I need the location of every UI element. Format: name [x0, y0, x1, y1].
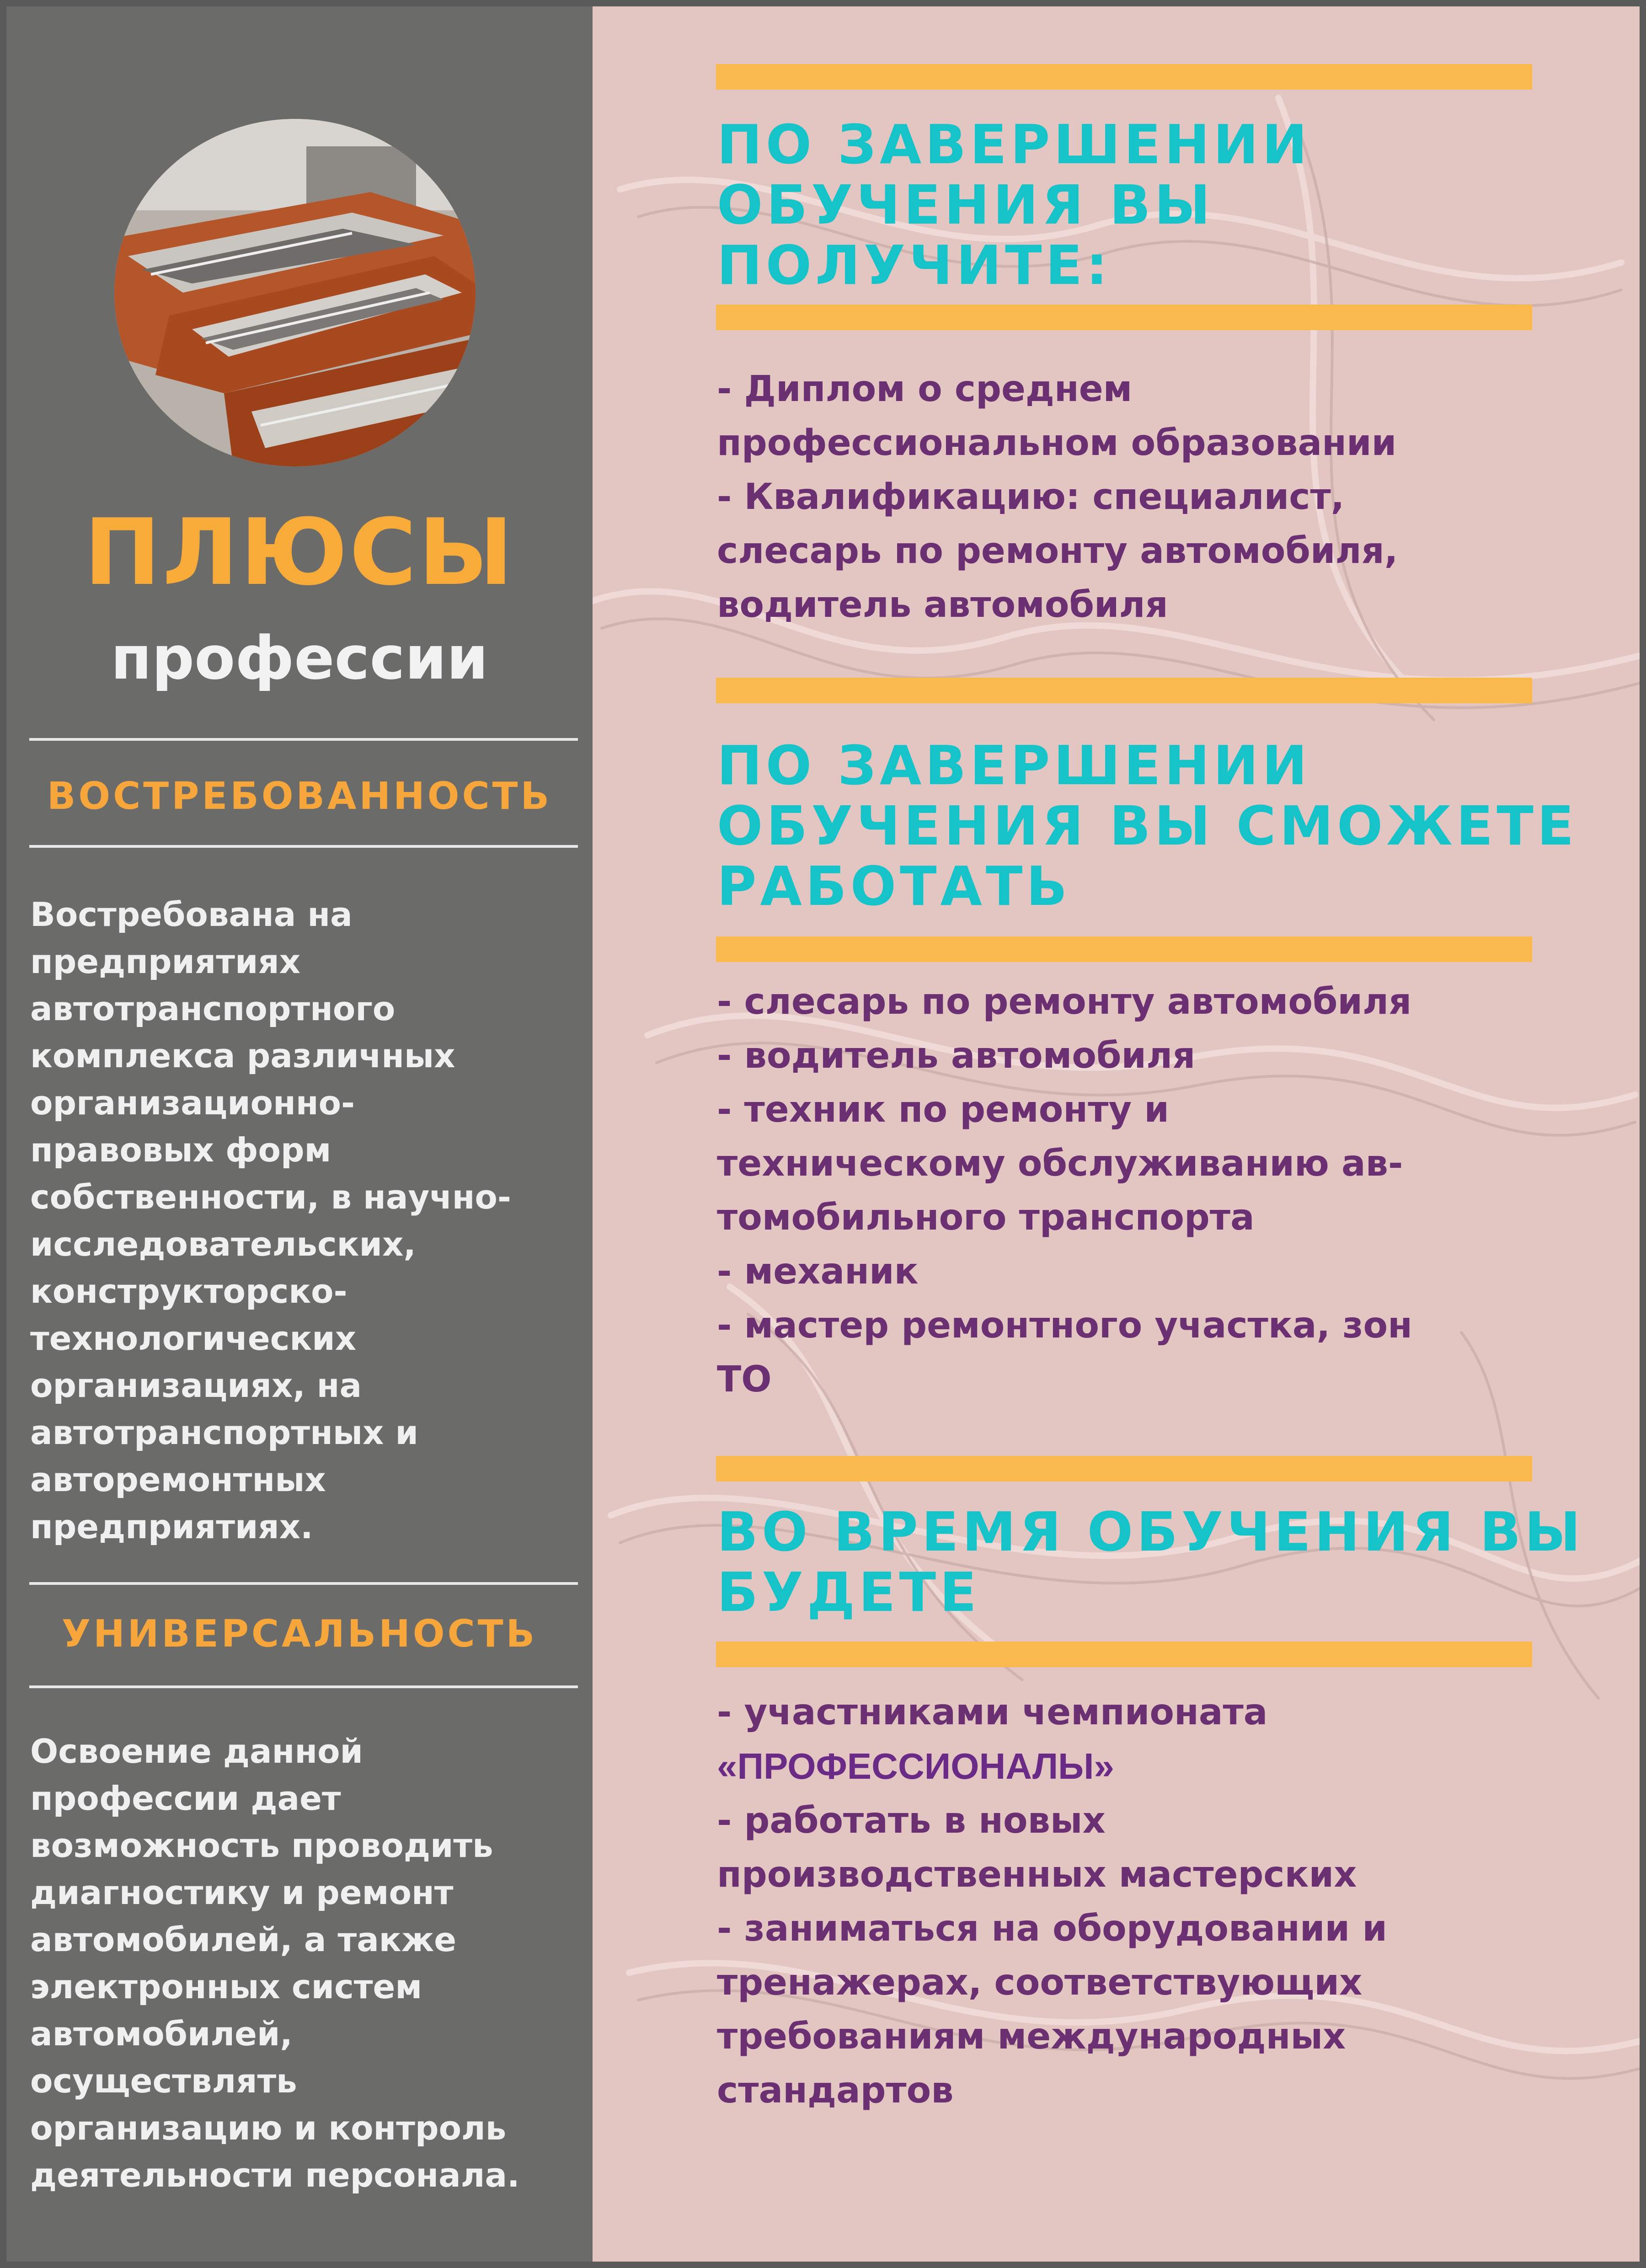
block-text-during — [717, 1685, 1558, 2118]
section-text-universality: Освоение данной профессии дает возможность проводить диагностику и ремонт автомобилей, а также электронных систем автомобилей, осуществлять организацию и контроль деятельности персонала. — [30, 1732, 520, 2194]
section-text-demand: Востребована на предприятиях автотранспортного комплекса различных организационно- правовых форм собственности, в научно- исследовательских, конструкторско- технологических организациях, на автотранспортных и авторемонтных предприятиях. — [30, 895, 511, 1546]
accent-bar — [716, 936, 1532, 962]
divider — [29, 738, 578, 741]
block-text-receive: - Диплом о среднем профессиональном образовании - Квалификацию: специалист, слесарь по ремонту автомобиля, водитель автомобиля — [717, 369, 1398, 626]
block-text-work: - слесарь по ремонту автомобиля - водитель автомобиля - техник по ремонту и техническому обслуживанию ав- томобильного транспорта - механик - мастер ремонтного участка, зон ТО — [717, 981, 1413, 1400]
page-title: ПЛЮСЫ — [84, 499, 515, 606]
accent-bar — [716, 678, 1532, 703]
accent-bar — [716, 305, 1532, 330]
right-panel — [593, 6, 1640, 2262]
equipment-photo — [114, 119, 476, 466]
block-heading-during: ВО ВРЕМЯ ОБУЧЕНИЯ ВЫ БУДЕТЕ — [717, 1500, 1584, 1624]
text-professionals-highlight: «ПРОФЕССИОНАЛЫ» — [717, 1746, 1114, 1787]
divider — [29, 1582, 578, 1585]
block-heading-work: ПО ЗАВЕРШЕНИИ ОБУЧЕНИЯ ВЫ СМОЖЕТЕ РАБОТАТЬ — [717, 734, 1578, 918]
accent-bar — [716, 64, 1532, 90]
left-panel — [6, 6, 593, 2262]
text-workshops: - работать в новых производственных мастерских - заниматься на оборудовании и тренажерах, соответствующих требованиям международных стандартов — [717, 1800, 1388, 2111]
text-championship: - участниками чемпионата — [717, 1692, 1268, 1733]
section-heading-demand: ВОСТРЕБОВАННОСТЬ — [47, 775, 552, 818]
equipment-photo-image — [114, 119, 476, 466]
accent-bar — [716, 1456, 1532, 1482]
section-heading-universality: УНИВЕРСАЛЬНОСТЬ — [61, 1612, 538, 1656]
page-subtitle: профессии — [111, 623, 488, 693]
divider — [29, 845, 578, 848]
block-heading-receive: ПО ЗАВЕРШЕНИИ ОБУЧЕНИЯ ВЫ ПОЛУЧИТЕ: — [717, 113, 1311, 297]
divider — [29, 1685, 578, 1688]
accent-bar — [716, 1642, 1532, 1667]
